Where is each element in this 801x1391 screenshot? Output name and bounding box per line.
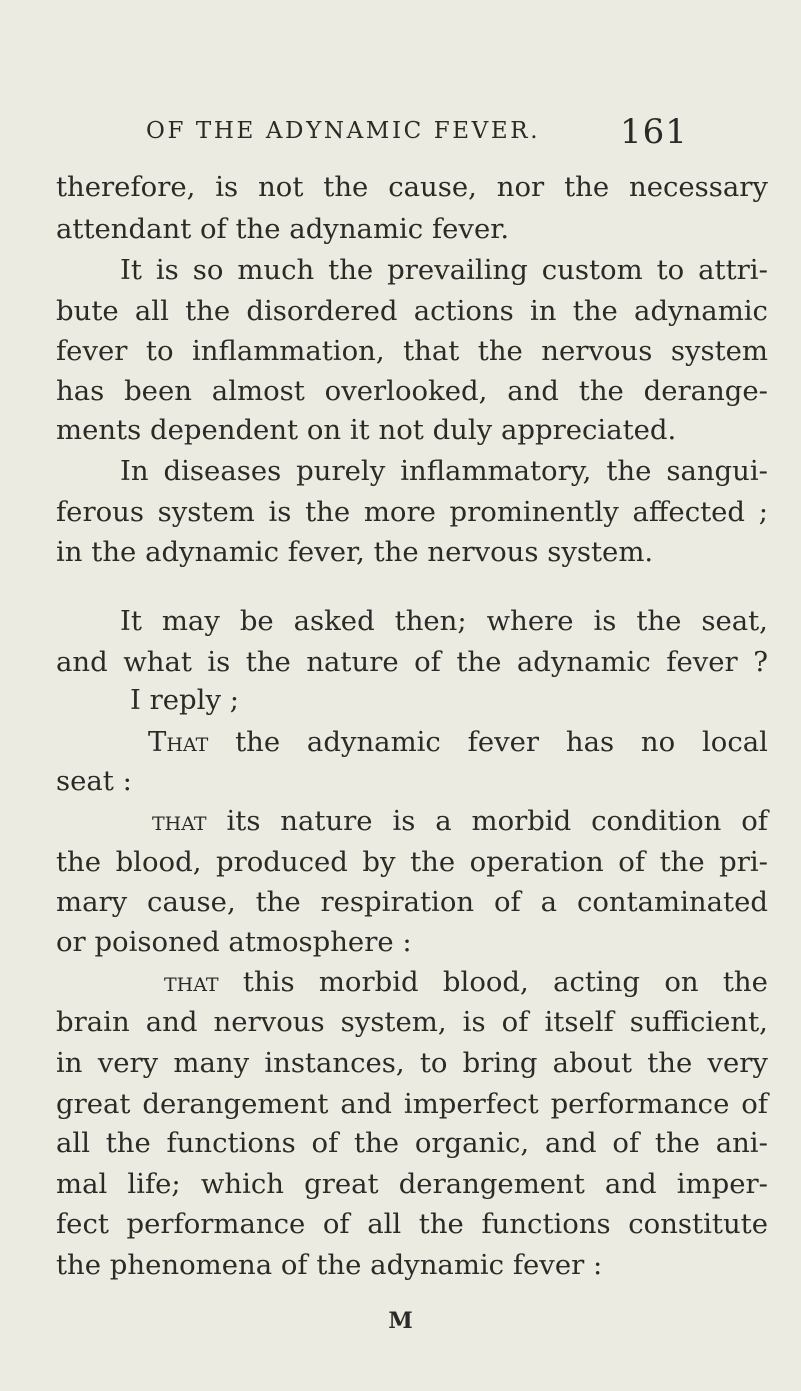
word: adynamic xyxy=(306,726,441,758)
word: the xyxy=(91,536,137,568)
text-line xyxy=(56,170,768,204)
word: nature xyxy=(306,646,399,678)
text-line xyxy=(164,965,768,999)
word: and xyxy=(340,1088,393,1120)
word: derangement xyxy=(398,1168,585,1200)
word: organic, xyxy=(414,1127,530,1159)
word: ; xyxy=(758,496,768,528)
word: is xyxy=(593,605,617,637)
word: all xyxy=(367,1208,402,1240)
word: attri- xyxy=(698,254,768,286)
word: the xyxy=(235,213,281,245)
text-line xyxy=(56,1126,768,1160)
word: brain xyxy=(56,1006,130,1038)
text-line xyxy=(56,1046,768,1080)
word: appreciated. xyxy=(500,414,677,446)
word: of xyxy=(741,805,768,837)
word: It xyxy=(120,254,142,286)
word: to xyxy=(145,335,174,367)
word: morbid xyxy=(471,805,572,837)
word: life; xyxy=(127,1168,181,1200)
word: of xyxy=(311,1127,339,1159)
word: by xyxy=(362,846,396,878)
word: great xyxy=(56,1088,131,1120)
text-line xyxy=(56,1248,602,1282)
word: not xyxy=(378,414,424,446)
word: sangui- xyxy=(666,455,768,487)
word: fever, xyxy=(287,536,365,568)
word: asked xyxy=(293,605,375,637)
word: more xyxy=(363,496,436,528)
word: the xyxy=(316,1249,362,1281)
word: phenomena xyxy=(109,1249,273,1281)
word: which xyxy=(200,1168,284,1200)
word: ? xyxy=(753,646,768,678)
word: the xyxy=(105,1127,151,1159)
word: nervous xyxy=(213,1006,325,1038)
word: in xyxy=(56,1047,83,1079)
word: It xyxy=(120,605,142,637)
text-line xyxy=(120,454,768,488)
word: constitute xyxy=(628,1208,768,1240)
word: the xyxy=(456,646,502,678)
text-line xyxy=(56,764,132,798)
word: to xyxy=(656,254,685,286)
word: and xyxy=(56,646,108,678)
word: the xyxy=(185,295,231,327)
word: actions xyxy=(413,295,514,327)
word: is xyxy=(155,254,179,286)
word: very xyxy=(707,1047,768,1079)
word: the xyxy=(647,1047,693,1079)
word: much xyxy=(237,254,315,286)
word: is xyxy=(268,496,292,528)
text-line xyxy=(130,683,239,717)
word: on xyxy=(306,414,342,446)
word: on xyxy=(664,966,699,998)
word: atmosphere xyxy=(228,926,394,958)
text-line xyxy=(56,885,768,919)
word: has xyxy=(565,726,615,758)
word: functions xyxy=(481,1208,611,1240)
word: system, xyxy=(340,1006,447,1038)
word: to xyxy=(419,1047,448,1079)
word: diseases xyxy=(163,455,282,487)
word: derange- xyxy=(643,375,768,407)
word: is xyxy=(392,805,416,837)
word: blood, xyxy=(115,846,202,878)
word: dependent xyxy=(149,414,299,446)
text-line xyxy=(56,334,768,368)
word: so xyxy=(192,254,224,286)
word: all xyxy=(56,1127,90,1159)
word: been xyxy=(124,375,192,407)
word: and xyxy=(145,1006,198,1038)
word: where xyxy=(486,605,574,637)
word: contaminated xyxy=(576,886,768,918)
word: system xyxy=(157,496,255,528)
word: its xyxy=(226,805,261,837)
word: is xyxy=(215,171,239,203)
word: sufficient, xyxy=(629,1006,768,1038)
word: the xyxy=(477,335,523,367)
word: : xyxy=(593,1249,603,1281)
word: necessary xyxy=(629,171,768,203)
word: this xyxy=(242,966,295,998)
word: bute xyxy=(56,295,119,327)
word: seat, xyxy=(701,605,768,637)
word: a xyxy=(540,886,558,918)
word: That xyxy=(148,726,209,758)
word: fever xyxy=(666,646,738,678)
word: the xyxy=(659,846,705,878)
word: or xyxy=(56,926,86,958)
word: the xyxy=(354,1127,400,1159)
text-line xyxy=(56,535,653,569)
word: nature xyxy=(280,805,373,837)
word: all xyxy=(134,295,169,327)
word: ments xyxy=(56,414,142,446)
word: functions xyxy=(166,1127,296,1159)
word: imper- xyxy=(676,1168,768,1200)
word: no xyxy=(640,726,676,758)
word: ferous xyxy=(56,496,144,528)
word: the xyxy=(418,1208,464,1240)
word: therefore, xyxy=(56,171,196,203)
page-header xyxy=(0,112,801,152)
text-line xyxy=(56,212,509,246)
word: nervous xyxy=(541,335,653,367)
word: bring xyxy=(462,1047,538,1079)
word: poisoned xyxy=(94,926,220,958)
word: the xyxy=(654,1127,700,1159)
text-line xyxy=(120,253,768,287)
word: of xyxy=(501,1006,529,1038)
word: cause, xyxy=(147,886,236,918)
word: blood, xyxy=(442,966,529,998)
word: respiration xyxy=(320,886,475,918)
word: ani- xyxy=(715,1127,768,1159)
word: instances, xyxy=(264,1047,405,1079)
word: the xyxy=(323,171,369,203)
word: and xyxy=(544,1127,597,1159)
word: that xyxy=(152,805,207,837)
word: local xyxy=(701,726,768,758)
word: the xyxy=(328,254,374,286)
word: that xyxy=(403,335,460,367)
word: fect xyxy=(56,1208,109,1240)
word: the xyxy=(606,455,652,487)
word: system xyxy=(670,335,768,367)
text-line xyxy=(56,294,768,328)
word: : xyxy=(402,926,412,958)
running-head: OF THE ADYNAMIC FEVER. xyxy=(146,118,541,144)
word: almost xyxy=(211,375,305,407)
word: adynamic xyxy=(634,295,768,327)
word: adynamic xyxy=(289,213,424,245)
word: then; xyxy=(394,605,467,637)
word: I xyxy=(130,684,141,716)
text-line xyxy=(148,725,768,759)
word: the xyxy=(722,966,768,998)
word: many xyxy=(173,1047,250,1079)
word: of xyxy=(612,1127,640,1159)
word: that xyxy=(164,966,219,998)
word: disordered xyxy=(246,295,398,327)
word: is xyxy=(207,646,231,678)
word: of xyxy=(280,1249,308,1281)
word: very xyxy=(97,1047,159,1079)
word: the xyxy=(255,886,301,918)
text-line xyxy=(56,374,768,408)
text-line xyxy=(56,645,768,679)
text-line xyxy=(152,804,768,838)
page-number: 161 xyxy=(620,112,688,152)
word: of xyxy=(322,1208,350,1240)
word: of xyxy=(618,846,646,878)
word: adynamic xyxy=(145,536,279,568)
text-line xyxy=(56,845,768,879)
word: adynamic xyxy=(516,646,651,678)
text-line xyxy=(120,604,768,638)
word: the xyxy=(56,1249,102,1281)
word: the xyxy=(305,496,351,528)
word: attendant xyxy=(56,213,192,245)
word: fever xyxy=(512,1249,585,1281)
word: what xyxy=(123,646,192,678)
word: and xyxy=(507,375,559,407)
text-line xyxy=(56,1207,768,1241)
word: ; xyxy=(229,684,239,716)
word: acting xyxy=(553,966,641,998)
word: overlooked, xyxy=(324,375,488,407)
word: nor xyxy=(496,171,545,203)
word: the xyxy=(56,846,102,878)
word: mary xyxy=(56,886,128,918)
word: prominently xyxy=(449,496,619,528)
word: a xyxy=(435,805,452,837)
signature-mark: M xyxy=(388,1308,413,1334)
word: the xyxy=(235,726,281,758)
word: about xyxy=(552,1047,632,1079)
text-line xyxy=(56,1167,768,1201)
text-line xyxy=(56,925,412,959)
word: fever xyxy=(56,335,128,367)
word: adynamic xyxy=(370,1249,505,1281)
word: imperfect xyxy=(403,1088,539,1120)
word: prevailing xyxy=(387,254,528,286)
word: inflammatory, xyxy=(400,455,592,487)
word: In xyxy=(120,455,149,487)
word: inflammation, xyxy=(191,335,385,367)
word: affected xyxy=(632,496,746,528)
word: produced xyxy=(215,846,348,878)
word: and xyxy=(604,1168,657,1200)
word: cause, xyxy=(388,171,477,203)
word: custom xyxy=(541,254,643,286)
text-line xyxy=(56,1087,768,1121)
word: mal xyxy=(56,1168,108,1200)
word: the xyxy=(572,295,618,327)
word: duly xyxy=(432,414,493,446)
word: seat xyxy=(56,765,114,797)
word: it xyxy=(349,414,370,446)
word: nervous xyxy=(427,536,539,568)
word: morbid xyxy=(318,966,419,998)
word: of xyxy=(741,1088,768,1120)
word: derangement xyxy=(142,1088,329,1120)
text-line xyxy=(56,495,768,529)
word: in xyxy=(530,295,557,327)
word: has xyxy=(56,375,105,407)
word: performance xyxy=(126,1208,306,1240)
word: the xyxy=(636,605,682,637)
word: in xyxy=(56,536,83,568)
word: condition xyxy=(591,805,722,837)
word: fever xyxy=(467,726,540,758)
word: of xyxy=(200,213,227,245)
word: pri- xyxy=(719,846,768,878)
word: the xyxy=(564,171,610,203)
word: fever. xyxy=(431,213,510,245)
word: operation xyxy=(469,846,604,878)
word: of xyxy=(414,646,441,678)
text-line xyxy=(56,1005,768,1039)
word: of xyxy=(494,886,521,918)
word: be xyxy=(239,605,274,637)
text-line xyxy=(56,413,676,447)
word: : xyxy=(122,765,132,797)
word: performance xyxy=(550,1088,730,1120)
word: itself xyxy=(544,1006,614,1038)
word: system. xyxy=(547,536,654,568)
word: may xyxy=(161,605,220,637)
word: reply xyxy=(149,684,221,716)
word: the xyxy=(373,536,419,568)
word: not xyxy=(258,171,304,203)
word: the xyxy=(578,375,624,407)
word: the xyxy=(410,846,456,878)
word: great xyxy=(304,1168,379,1200)
word: is xyxy=(462,1006,486,1038)
word: the xyxy=(245,646,291,678)
word: purely xyxy=(296,455,386,487)
